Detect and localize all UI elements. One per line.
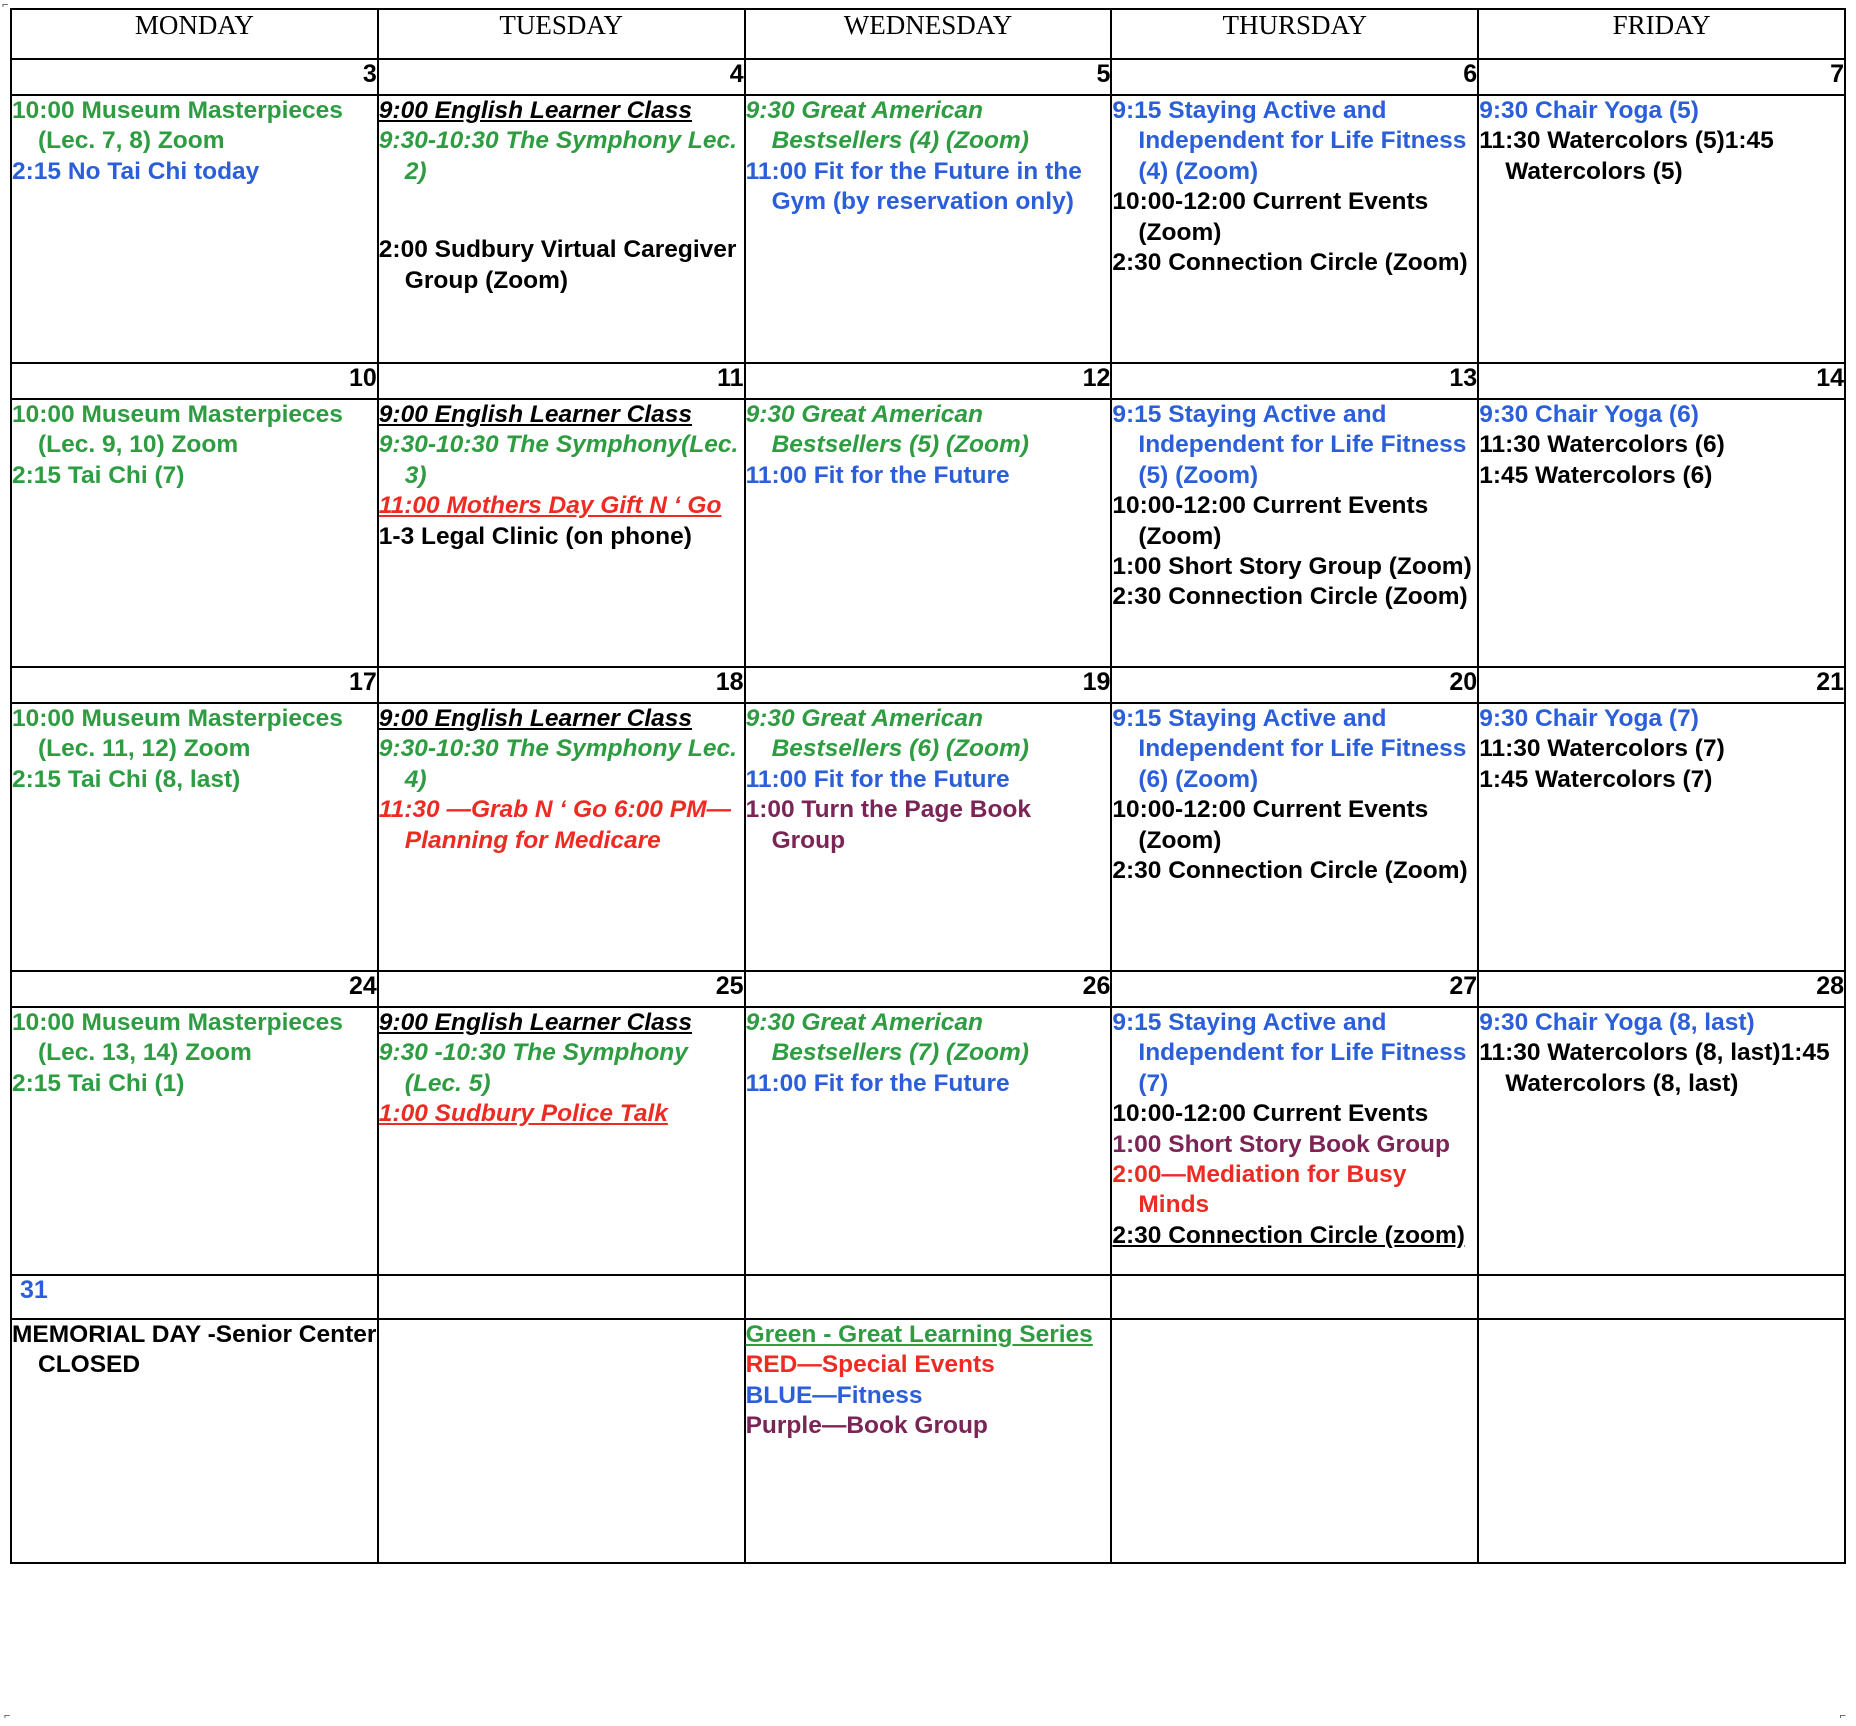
- day-events-friday-week-4: [1478, 1007, 1845, 1275]
- event-item: 1:45 Watercolors (6): [1479, 461, 1713, 489]
- date-number-friday-week-4: 28: [1478, 971, 1845, 1007]
- event-item: 9:30 Great American Bestsellers (5) (Zoom): [745, 401, 1029, 459]
- event-item: 11:00 Fit for the Future: [745, 1069, 1010, 1097]
- event-item: 2:15 No Tai Chi today: [12, 157, 260, 185]
- event-item: 10:00-12:00 Current Events (Zoom): [1112, 796, 1429, 854]
- crop-mark-bottom-right: ⌐: [1839, 1710, 1846, 1722]
- date-number-monday-week-1: 3: [11, 59, 378, 95]
- event-item: 9:30 Great American Bestsellers (7) (Zoom): [745, 1009, 1029, 1067]
- event-item: 9:00 English Learner Class: [378, 705, 692, 732]
- day-events-thursday-week-5: [1111, 1319, 1478, 1563]
- date-row-week-5: [11, 1275, 1845, 1319]
- event-item: BLUE—Fitness: [745, 1381, 923, 1409]
- day-events-friday-week-3: [1478, 703, 1845, 971]
- event-item: 2:00 Sudbury Virtual Caregiver Group (Zoom): [378, 236, 737, 294]
- day-events-tuesday-week-2: [378, 399, 745, 667]
- events-row-week-5: [11, 1319, 1845, 1563]
- event-item: 2:30 Connection Circle (Zoom): [1112, 248, 1468, 276]
- day-events-monday-week-2: [11, 399, 378, 667]
- date-row-week-1: [11, 59, 1845, 95]
- event-item: 10:00 Museum Masterpieces (Lec. 13, 14) Zoom: [12, 1009, 343, 1067]
- day-events-tuesday-week-1: [378, 95, 745, 363]
- event-item: 11:30 Watercolors (8, last)1:45 Watercolors (8, last): [1479, 1039, 1830, 1097]
- event-item: 9:30-10:30 The Symphony Lec. 2): [378, 127, 737, 185]
- day-events-friday-week-2: [1478, 399, 1845, 667]
- date-number-thursday-week-4: 27: [1111, 971, 1478, 1007]
- event-item: 9:30 Chair Yoga (6): [1479, 401, 1699, 428]
- day-events-thursday-week-3: [1111, 703, 1478, 971]
- date-number-monday-week-2: 10: [11, 363, 378, 399]
- crop-mark-top-left: ⌐: [2, 0, 9, 11]
- day-header-friday: FRIDAY: [1478, 9, 1845, 59]
- event-item: 10:00 Museum Masterpieces (Lec. 9, 10) Zoom: [12, 401, 343, 459]
- day-header-wednesday: WEDNESDAY: [745, 9, 1112, 59]
- date-number-thursday-week-2: 13: [1111, 363, 1478, 399]
- event-item: 9:15 Staying Active and Independent for Life Fitness (5) (Zoom): [1112, 401, 1467, 489]
- day-events-tuesday-week-3: [378, 703, 745, 971]
- date-number-tuesday-week-4: 25: [378, 971, 745, 1007]
- date-number-friday-week-2: 14: [1478, 363, 1845, 399]
- event-item: MEMORIAL DAY -Senior Center CLOSED: [12, 1321, 377, 1379]
- event-item: 9:15 Staying Active and Independent for Life Fitness (7): [1112, 1009, 1467, 1097]
- day-events-wednesday-week-2: [745, 399, 1112, 667]
- event-item: 11:00 Mothers Day Gift N ‘ Go: [378, 492, 722, 520]
- event-item: 9:00 English Learner Class: [378, 1009, 692, 1036]
- event-item: 2:30 Connection Circle (zoom): [1112, 1221, 1465, 1249]
- date-number-thursday-week-1: 6: [1111, 59, 1478, 95]
- event-item: 2:30 Connection Circle (Zoom): [1112, 856, 1468, 884]
- date-number-thursday-week-3: 20: [1111, 667, 1478, 703]
- date-number-tuesday-week-3: 18: [378, 667, 745, 703]
- date-number-friday-week-1: 7: [1478, 59, 1845, 95]
- events-row-week-3: [11, 703, 1845, 971]
- calendar-header-row: [11, 9, 1845, 59]
- event-item: 9:15 Staying Active and Independent for Life Fitness (4) (Zoom): [1112, 97, 1467, 185]
- event-item: 11:00 Fit for the Future: [745, 461, 1010, 489]
- event-item: 10:00 Museum Masterpieces (Lec. 11, 12) Zoom: [12, 705, 343, 763]
- event-item: 1:00 Turn the Page Book Group: [745, 796, 1032, 854]
- crop-mark-bottom-left: ⌐: [4, 1710, 11, 1722]
- date-number-wednesday-week-1: 5: [745, 59, 1112, 95]
- day-events-monday-week-5: [11, 1319, 378, 1563]
- day-events-wednesday-week-4: [745, 1007, 1112, 1275]
- event-item: 11:00 Fit for the Future: [745, 765, 1010, 793]
- event-item: 10:00 Museum Masterpieces (Lec. 7, 8) Zoom: [12, 97, 343, 155]
- date-number-monday-week-3: 17: [11, 667, 378, 703]
- event-item: 11:30 Watercolors (5)1:45 Watercolors (5): [1479, 127, 1774, 185]
- event-item: 11:00 Fit for the Future in the Gym (by reservation only): [745, 157, 1082, 216]
- event-item: 1:45 Watercolors (7): [1479, 765, 1713, 793]
- day-events-monday-week-4: [11, 1007, 378, 1275]
- date-row-week-3: [11, 667, 1845, 703]
- event-item: 2:15 Tai Chi (8, last): [12, 765, 241, 793]
- event-item: 1:00 Short Story Book Group: [1112, 1130, 1450, 1158]
- date-number-wednesday-week-2: 12: [745, 363, 1112, 399]
- event-item: 10:00-12:00 Current Events (Zoom): [1112, 492, 1429, 550]
- day-header-thursday: THURSDAY: [1111, 9, 1478, 59]
- day-header-monday: MONDAY: [11, 9, 378, 59]
- date-number-wednesday-week-4: 26: [745, 971, 1112, 1007]
- event-item: 2:15 Tai Chi (7): [12, 461, 185, 489]
- event-item: 9:30 Chair Yoga (7): [1479, 705, 1699, 732]
- event-item: 9:00 English Learner Class: [378, 401, 692, 428]
- day-events-tuesday-week-4: [378, 1007, 745, 1275]
- date-number-tuesday-week-5: [378, 1275, 745, 1319]
- event-spacer: [379, 203, 744, 219]
- date-number-wednesday-week-5: [745, 1275, 1112, 1319]
- event-item: 9:00 English Learner Class: [378, 97, 692, 124]
- date-number-thursday-week-5: [1111, 1275, 1478, 1319]
- event-item: 9:30-10:30 The Symphony Lec. 4): [378, 735, 737, 793]
- date-number-tuesday-week-2: 11: [378, 363, 745, 399]
- event-item: 11:30 —Grab N ‘ Go 6:00 PM—Planning for Medicare: [378, 796, 731, 854]
- events-row-week-1: [11, 95, 1845, 363]
- event-item: Purple—Book Group: [745, 1412, 988, 1440]
- event-item: 2:15 Tai Chi (1): [12, 1069, 185, 1097]
- event-item: 10:00-12:00 Current Events (Zoom): [1112, 188, 1429, 246]
- date-row-week-2: [11, 363, 1845, 399]
- date-row-week-4: [11, 971, 1845, 1007]
- event-item: 9:30 Great American Bestsellers (6) (Zoom): [745, 705, 1029, 763]
- day-events-thursday-week-4: [1111, 1007, 1478, 1275]
- event-item: 2:00—Mediation for Busy Minds: [1112, 1160, 1407, 1219]
- date-number-monday-week-5: 31: [11, 1275, 378, 1319]
- month-calendar-table: [10, 8, 1846, 1564]
- day-events-thursday-week-2: [1111, 399, 1478, 667]
- event-item: RED—Special Events: [745, 1351, 995, 1379]
- event-item: 1:00 Sudbury Police Talk: [378, 1100, 668, 1128]
- event-item: 2:30 Connection Circle (Zoom): [1112, 583, 1468, 611]
- date-number-friday-week-3: 21: [1478, 667, 1845, 703]
- day-events-friday-week-1: [1478, 95, 1845, 363]
- day-events-tuesday-week-5: [378, 1319, 745, 1563]
- date-number-tuesday-week-1: 4: [378, 59, 745, 95]
- date-number-monday-week-4: 24: [11, 971, 378, 1007]
- date-number-wednesday-week-3: 19: [745, 667, 1112, 703]
- event-item: 1-3 Legal Clinic (on phone): [378, 522, 692, 550]
- day-events-wednesday-week-3: [745, 703, 1112, 971]
- day-events-wednesday-week-1: [745, 95, 1112, 363]
- event-item: 9:30 Great American Bestsellers (4) (Zoom): [745, 97, 1029, 155]
- event-item: 9:30 -10:30 The Symphony (Lec. 5): [378, 1039, 688, 1097]
- events-row-week-4: [11, 1007, 1845, 1275]
- color-legend: [745, 1319, 1112, 1563]
- day-events-monday-week-1: [11, 95, 378, 363]
- event-item: 9:30 Chair Yoga (5): [1479, 97, 1699, 124]
- event-item: Green - Great Learning Series: [745, 1321, 1093, 1348]
- day-events-thursday-week-1: [1111, 95, 1478, 363]
- day-events-friday-week-5: [1478, 1319, 1845, 1563]
- event-item: 9:30-10:30 The Symphony(Lec. 3): [378, 431, 739, 489]
- event-item: 11:30 Watercolors (7): [1479, 735, 1725, 763]
- date-number-friday-week-5: [1478, 1275, 1845, 1319]
- event-item: 11:30 Watercolors (6): [1479, 431, 1725, 459]
- day-header-tuesday: TUESDAY: [378, 9, 745, 59]
- event-item: 1:00 Short Story Group (Zoom): [1112, 552, 1472, 580]
- event-item: 10:00-12:00 Current Events: [1112, 1100, 1429, 1128]
- events-row-week-2: [11, 399, 1845, 667]
- event-item: 9:15 Staying Active and Independent for Life Fitness (6) (Zoom): [1112, 705, 1467, 793]
- day-events-monday-week-3: [11, 703, 378, 971]
- event-item: 9:30 Chair Yoga (8, last): [1479, 1009, 1755, 1036]
